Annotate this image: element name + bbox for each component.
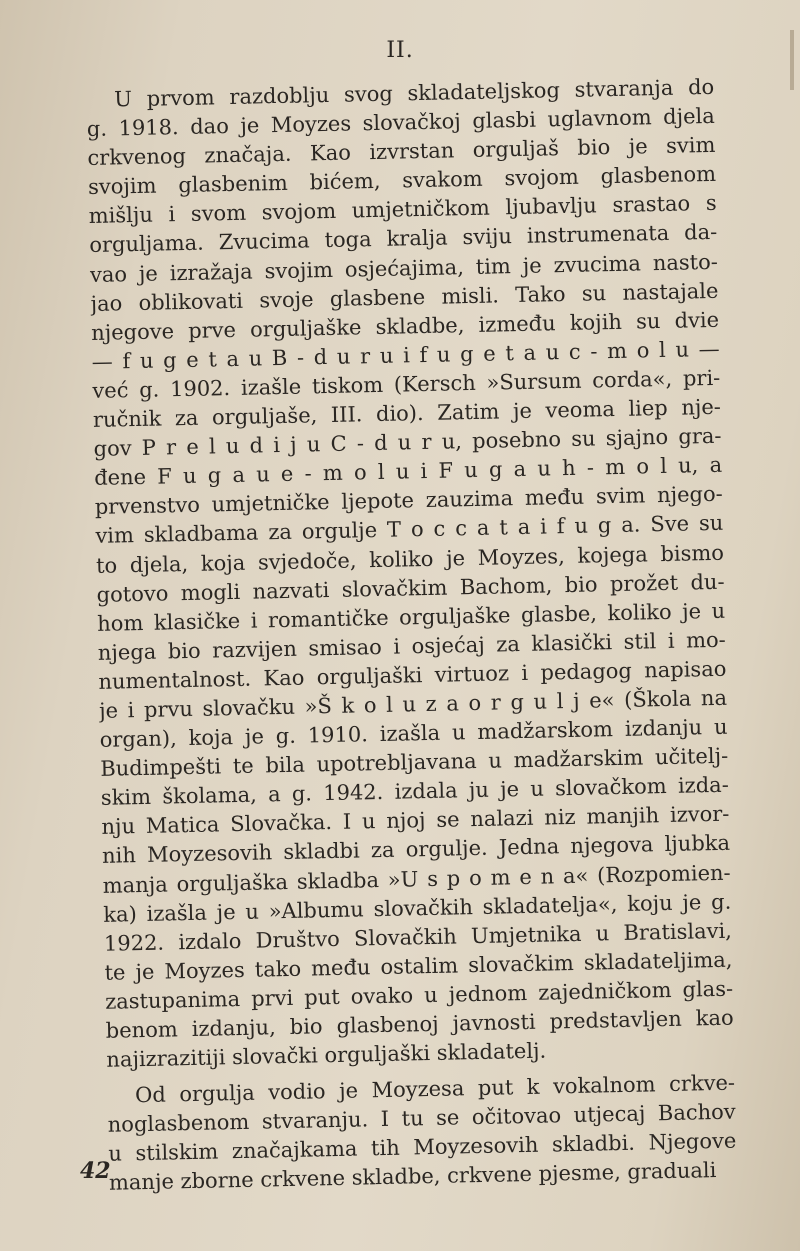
page-number: 42	[80, 1158, 111, 1184]
text-line: već g. 1902. izašle tiskom (Kersch »Sursum corda«, pri-	[92, 365, 721, 403]
text-line: vim skladbama za orgulje T o c c a t a i f u g a. Sve su	[95, 511, 724, 549]
text-line: noglasbenom stvaranju. I tu se očitovao utjecaj Bachov	[107, 1099, 736, 1138]
text-line: skim školama, a g. 1942. izdala ju je u slovačkom izda-	[100, 772, 730, 811]
body-text	[86, 73, 737, 1198]
text-line: mišlju i svom svojom umjetničkom ljubavlju srastao s	[88, 191, 717, 229]
text-line: organ), koja je g. 1910. izašla u madžarskom izdanju u	[99, 714, 728, 752]
text-line: je i prvu slovačku »Š k o l u z a o r g u l j e« (Škola na	[98, 685, 728, 723]
text-line: svojim glasbenim bićem, svakom svojom glasbenom	[87, 162, 717, 200]
text-line: manje zborne crkvene skladbe, crkvene pjesme, graduali	[108, 1158, 717, 1196]
text-line: crkvenog značaja. Kao izvrstan orguljaš bio je svim	[87, 133, 716, 171]
text-line: to djela, koja svjedoče, koliko je Moyzes, kojega bismo	[95, 540, 725, 578]
text-line: nju Matica Slovačka. I u njoj se nalazi niz manjih izvor-	[101, 802, 730, 840]
text-line: ka) izašla je u »Albumu slovačkih skladatelja«, koju je g.	[103, 889, 732, 927]
text-line: gov P r e l u d i j u C - d u r u, posebno su sjajno gra-	[93, 423, 722, 462]
text-line: najizrazitiji slovački orguljaški skladatelj.	[106, 1038, 547, 1072]
text-line: vao je izražaja svojim osjećajima, tim je zvucima nasto-	[89, 249, 719, 287]
text-line: orguljama. Zvucima toga kralja sviju instrumenata da-	[89, 220, 718, 258]
chapter-heading: II.	[386, 38, 414, 63]
text-line: zastupanima prvi put ovako u jednom zajedničkom glas-	[104, 976, 734, 1014]
text-line: benom izdanju, bio glasbenoj javnosti predstavljen kao	[105, 1005, 734, 1043]
text-line: numentalnost. Kao orguljaški virtuoz i pedagog napisao	[98, 656, 727, 694]
text-line: u stilskim značajkama tih Moyzesovih skladbi. Njegove	[108, 1128, 737, 1167]
text-line: te je Moyzes tako među ostalim slovačkim skladateljima,	[104, 947, 733, 985]
paragraph	[107, 1069, 737, 1199]
text-line: nih Moyzesovih skladbi za orgulje. Jedna njegova ljubka	[101, 831, 731, 869]
text-line: Od orgulja vodio je Moyzesa put k vokalnom crkve-	[134, 1070, 736, 1108]
text-line: U prvom razdoblju svog skladateljskog stvaranja do	[114, 74, 715, 112]
text-line: hom klasičke i romantičke orguljaške glasbe, koliko je u	[97, 598, 726, 636]
text-line: ručnik za orguljaše, III. dio). Zatim je veoma liep nje-	[92, 394, 722, 432]
text-line: manja orguljaška skladba »U s p o m e n a« (Rozpomien-	[102, 860, 731, 898]
text-line: prvenstvo umjetničke ljepote zauzima među svim njego-	[94, 482, 723, 520]
text-line: đene F u g a u e - m o l u i F u g a u h - m o l u, a	[93, 452, 723, 491]
text-line: — f u g e t a u B - d u r u i f u g e t a u c - m o l u —	[91, 336, 720, 374]
text-line: 1922. izdalo Društvo Slovačkih Umjetnika u Bratislavi,	[103, 918, 733, 956]
paragraph	[86, 73, 735, 1075]
text-line: Budimpešti te bila upotrebljavana u madžarskim učitelj-	[100, 743, 729, 782]
text-line: gotovo mogli nazvati slovačkim Bachom, bio prožet du-	[96, 569, 725, 607]
text-line: jao oblikovati svoje glasbene misli. Tako su nastajale	[90, 278, 719, 316]
text-line: njega bio razvijen smisao i osjećaj za klasički stil i mo-	[97, 627, 726, 665]
text-line: njegove prve orguljaške skladbe, između kojih su dvie	[90, 307, 720, 345]
text-line: g. 1918. dao je Moyzes slovačkoj glasbi uglavnom djela	[86, 103, 716, 142]
